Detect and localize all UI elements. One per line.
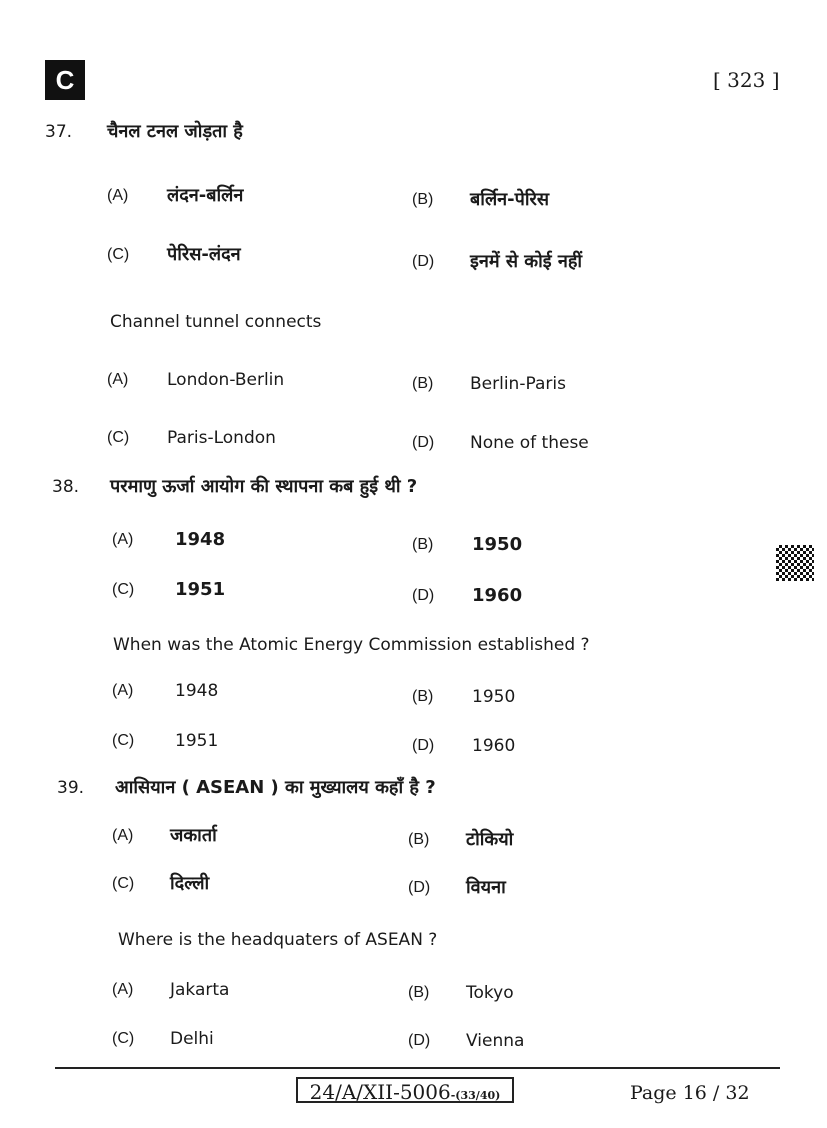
option-label: (A) <box>112 827 134 844</box>
option-label: (D) <box>408 1032 431 1049</box>
option-text: 1960 <box>472 585 523 606</box>
paper-code: 24/A/XII-5006-(33/40) <box>296 1077 514 1103</box>
option-text: Paris-London <box>167 428 276 448</box>
option-text: Vienna <box>466 1031 525 1051</box>
option-text: वियना <box>466 877 506 898</box>
option-text: London-Berlin <box>167 370 285 390</box>
qr-code <box>776 545 814 581</box>
option-text: None of these <box>470 433 589 453</box>
option-text: टोकियो <box>466 829 514 850</box>
option-text: 1948 <box>175 681 219 701</box>
option-text: 1948 <box>175 529 226 550</box>
option-text: जकार्ता <box>170 825 217 846</box>
option-text: इनमें से कोई नहीं <box>470 251 583 272</box>
option-label: (B) <box>412 688 434 705</box>
question-english: When was the Atomic Energy Commission established ? <box>113 635 590 655</box>
option-text: 1951 <box>175 579 226 600</box>
option-text: लंदन-बर्लिन <box>167 185 244 206</box>
footer-divider <box>55 1067 780 1069</box>
question-hindi: चैनल टनल जोड़ता है <box>107 121 243 142</box>
option-label: (B) <box>408 831 430 848</box>
question-number: 37. <box>45 122 73 142</box>
option-label: (C) <box>112 1030 135 1047</box>
option-text: Delhi <box>170 1029 214 1049</box>
question-english: Where is the headquaters of ASEAN ? <box>118 930 438 950</box>
option-label: (C) <box>112 732 135 749</box>
option-text: पेरिस-लंदन <box>167 244 241 265</box>
option-label: (C) <box>112 875 135 892</box>
option-label: (D) <box>412 737 435 754</box>
option-label: (B) <box>408 984 430 1001</box>
question-hindi: आसियान ( ASEAN ) का मुख्यालय कहाँ है ? <box>115 777 436 798</box>
option-label: (A) <box>112 981 134 998</box>
option-text: 1951 <box>175 731 219 751</box>
page-marker: [ 323 ] <box>713 68 780 92</box>
question-number: 39. <box>57 778 85 798</box>
option-label: (C) <box>112 581 135 598</box>
question-number: 38. <box>52 477 80 497</box>
question-english: Channel tunnel connects <box>110 312 322 332</box>
option-text: दिल्ली <box>170 873 210 894</box>
section-badge: C <box>45 60 85 100</box>
option-label: (B) <box>412 191 434 208</box>
option-text: बर्लिन-पेरिस <box>470 189 550 210</box>
page-number: Page 16 / 32 <box>630 1082 750 1104</box>
option-label: (B) <box>412 375 434 392</box>
option-label: (D) <box>408 879 431 896</box>
option-label: (A) <box>107 371 129 388</box>
question-hindi: परमाणु ऊर्जा आयोग की स्थापना कब हुई थी ? <box>110 476 418 497</box>
option-label: (A) <box>112 531 134 548</box>
option-text: Berlin-Paris <box>470 374 566 394</box>
option-label: (C) <box>107 429 130 446</box>
option-text: Jakarta <box>170 980 230 1000</box>
option-text: 1960 <box>472 736 516 756</box>
option-text: 1950 <box>472 687 516 707</box>
option-label: (D) <box>412 253 435 270</box>
option-label: (A) <box>112 682 134 699</box>
option-label: (D) <box>412 587 435 604</box>
option-label: (C) <box>107 246 130 263</box>
option-label: (A) <box>107 187 129 204</box>
option-text: 1950 <box>472 534 523 555</box>
option-text: Tokyo <box>466 983 514 1003</box>
option-label: (D) <box>412 434 435 451</box>
option-label: (B) <box>412 536 434 553</box>
